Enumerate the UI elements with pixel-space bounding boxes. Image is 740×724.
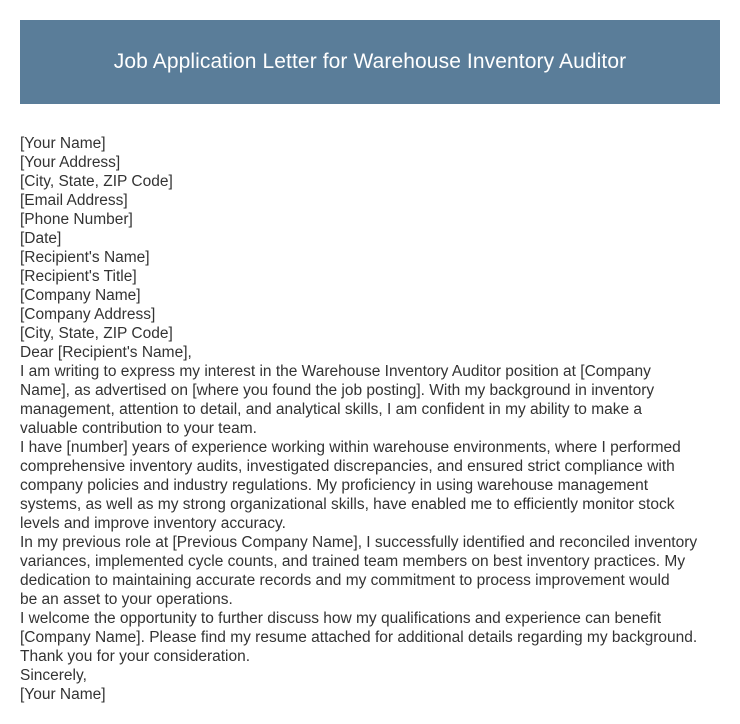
paragraph-previous-role	[20, 533, 720, 609]
paragraph-line: [Company Name]. Please find my resume attached for additional details regarding my background.	[20, 629, 698, 646]
paragraph-line: systems, as well as my strong organizational skills, have enabled me to efficiently monitor stock	[20, 496, 675, 513]
paragraph-line: management, attention to detail, and analytical skills, I am confident in my ability to make a	[20, 401, 643, 418]
sender-name: [Your Name]	[20, 135, 106, 152]
recipient-company: [Company Name]	[20, 287, 141, 304]
recipient-name: [Recipient's Name]	[20, 249, 150, 266]
recipient-company-address: [Company Address]	[20, 306, 156, 323]
sender-address: [Your Address]	[20, 154, 121, 171]
page-title: Job Application Letter for Warehouse Inventory Auditor	[113, 50, 627, 73]
paragraph-line: valuable contribution to your team.	[20, 420, 257, 437]
recipient-title: [Recipient's Title]	[20, 268, 137, 285]
paragraph-experience	[20, 438, 720, 533]
paragraph-line: levels and improve inventory accuracy.	[20, 515, 286, 532]
signature: [Your Name]	[20, 686, 106, 703]
sender-city-state-zip: [City, State, ZIP Code]	[20, 173, 173, 190]
letter-body	[20, 134, 720, 704]
recipient-city-state-zip: [City, State, ZIP Code]	[20, 325, 173, 342]
paragraph-line: dedication to maintaining accurate records and my commitment to process improvement would	[20, 572, 670, 589]
sender-email: [Email Address]	[20, 192, 128, 209]
header-banner	[20, 20, 720, 104]
paragraph-line: company policies and industry regulations. My proficiency in using warehouse management	[20, 477, 649, 494]
salutation: Dear [Recipient's Name],	[20, 344, 192, 361]
paragraph-line: comprehensive inventory audits, investigated discrepancies, and ensured strict compliance with	[20, 458, 675, 475]
sender-phone: [Phone Number]	[20, 211, 133, 228]
paragraph-line: I welcome the opportunity to further discuss how my qualifications and experience can benefit	[20, 610, 662, 627]
paragraph-line: Name], as advertised on [where you found the job posting]. With my background in inventory	[20, 382, 655, 399]
paragraph-line: variances, implemented cycle counts, and trained team members on best inventory practices. My	[20, 553, 686, 570]
paragraph-line: I am writing to express my interest in the Warehouse Inventory Auditor position at [Company	[20, 363, 651, 380]
paragraph-line: I have [number] years of experience working within warehouse environments, where I performed	[20, 439, 681, 456]
paragraph-intro	[20, 362, 720, 438]
paragraph-line: be an asset to your operations.	[20, 591, 233, 608]
letter-date: [Date]	[20, 230, 62, 247]
paragraph-closing-request	[20, 609, 720, 647]
closing: Sincerely,	[20, 667, 87, 684]
thanks-line: Thank you for your consideration.	[20, 648, 251, 665]
paragraph-line: In my previous role at [Previous Company Name], I successfully identified and reconciled inventory	[20, 534, 698, 551]
